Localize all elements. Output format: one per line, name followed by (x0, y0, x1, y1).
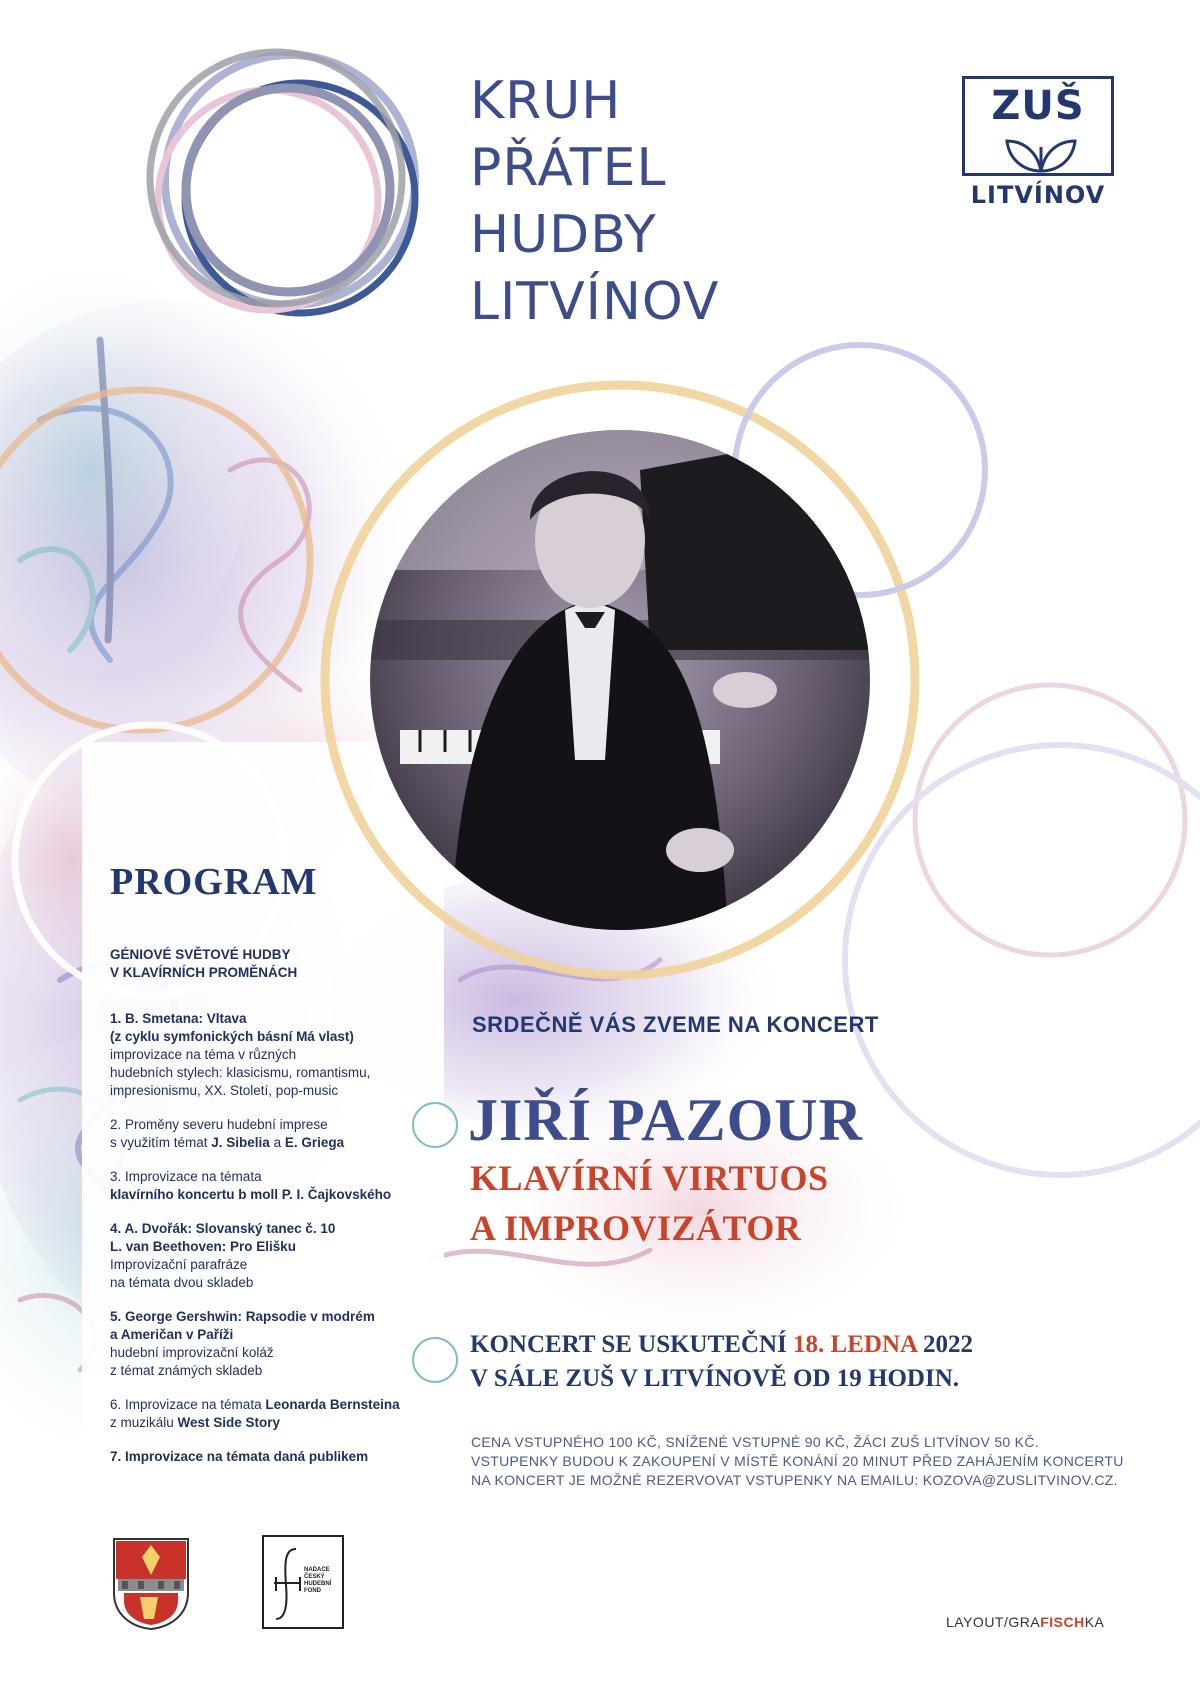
program-text: na témata dvou skladeb (110, 1275, 254, 1290)
program-bold-text: a Američan v Paříži (110, 1327, 234, 1342)
performer-subtitle (470, 1153, 829, 1253)
date-prefix: KONCERT SE USKUTEČNÍ (470, 1331, 794, 1358)
fund-name-line: ČESKÝ (304, 1574, 325, 1580)
program-text: z muzikálu (110, 1415, 178, 1430)
zus-logo-box (962, 76, 1114, 176)
fund-monogram-icon (270, 1545, 306, 1623)
ticket-info-line: CENA VSTUPNÉHO 100 KČ, SNÍŽENÉ VSTUPNÉ 90 KČ, ŽÁCI ZUŠ LITVÍNOV 50 KČ. (471, 1434, 1039, 1450)
program-bold-text: West Side Story (177, 1415, 281, 1430)
concert-when (470, 1328, 973, 1396)
program-item-line (110, 1082, 440, 1100)
litvinov-coat-of-arms (110, 1535, 192, 1636)
program-item-line (110, 1414, 440, 1432)
program-item-line (110, 1362, 440, 1380)
program-item (110, 1220, 440, 1292)
program-bold-text: klavírního koncertu b moll P. I. Čajkovského (110, 1187, 392, 1202)
program-item-line (110, 1238, 440, 1256)
program-bold-text: 7. Improvizace na témata daná publikem (110, 1449, 369, 1464)
title-line: HUDBY (470, 205, 657, 265)
program-bold-text: Leonarda Bernsteina (265, 1397, 400, 1412)
subtitle-line: KLAVÍRNÍ VIRTUOS (470, 1158, 829, 1198)
program-item-line (110, 1116, 440, 1134)
program-item (110, 1448, 440, 1466)
program-list (110, 1010, 440, 1466)
program-item-line (110, 1046, 440, 1064)
program-intro-line: V KLAVÍRNÍCH PROMĚNÁCH (110, 965, 298, 980)
program-item-line (110, 1308, 440, 1326)
date-line (470, 1328, 973, 1362)
coat-of-arms-icon (110, 1535, 192, 1631)
program-item-line (110, 1028, 440, 1046)
program-bold-text: 4. A. Dvořák: Slovanský tanec č. 10 (110, 1221, 336, 1236)
program-text: 3. Improvizace na témata (110, 1169, 262, 1184)
program-heading: PROGRAM (110, 861, 318, 903)
program-item-line (110, 1134, 440, 1152)
program-text: 6. Improvizace na témata (110, 1397, 266, 1412)
program-item (110, 1168, 440, 1204)
program-bold-text: (z cyklu symfonických básní Má vlast) (110, 1029, 354, 1044)
program-bold-text: L. van Beethoven: Pro Elišku (110, 1239, 297, 1254)
program-bold-text: 5. George Gershwin: Rapsodie v modrém (110, 1309, 375, 1324)
fund-name (304, 1567, 331, 1595)
program-text: impresionismu, XX. Století, pop-music (110, 1083, 339, 1098)
design-credit (946, 1614, 1104, 1630)
program-item-line (110, 1326, 440, 1344)
program-item-line (110, 1220, 440, 1238)
program-item (110, 1010, 440, 1100)
program-item-line (110, 1186, 440, 1204)
program-item-line (110, 1274, 440, 1292)
program-item-line (110, 1168, 440, 1186)
credit-accent: FISCH (1040, 1614, 1085, 1630)
venue-line: V SÁLE ZUŠ V LITVÍNOVĚ OD 19 HODIN. (470, 1365, 960, 1392)
fund-name-line: HUDEBNÍ (304, 1581, 332, 1587)
program-intro-line: GÉNIOVÉ SVĚTOVÉ HUDBY (110, 947, 291, 962)
zus-logo (962, 76, 1118, 209)
program-item-line (110, 1344, 440, 1362)
ticket-info-line: NA KONCERT JE MOŽNÉ REZERVOVAT VSTUPENKY NA EMAILU: KOZOVA@ZUSLITVINOV.CZ. (471, 1472, 1118, 1488)
program-bold-text: J. Sibelia (211, 1135, 270, 1150)
program-item-line (110, 1010, 440, 1028)
program-intro (110, 946, 440, 982)
title-line: KRUH (470, 71, 622, 131)
program-item-line (110, 1396, 440, 1414)
program-item-line (110, 1256, 440, 1274)
ticket-info-line: VSTUPENKY BUDOU K ZAKOUPENÍ V MÍSTĚ KONÁNÍ 20 MINUT PŘED ZAHÁJENÍM KONCERTU (471, 1453, 1124, 1469)
program-text: z témat známých skladeb (110, 1363, 263, 1378)
program-text: 2. Proměny severu hudební imprese (110, 1117, 328, 1132)
program-item (110, 1308, 440, 1380)
ticket-info (471, 1433, 1124, 1490)
program-bold-text: 1. B. Smetana: Vltava (110, 1011, 247, 1026)
program-item (110, 1396, 440, 1432)
program-item (110, 1116, 440, 1152)
program-text: s využitím témat (110, 1135, 212, 1150)
credit-part: LAYOUT/GRA (946, 1614, 1041, 1630)
fund-name-line: FOND (304, 1588, 321, 1594)
zus-logo-subtitle: LITVÍNOV (970, 181, 1106, 209)
program-bold-text: E. Griega (284, 1135, 345, 1150)
program-text: improvizace na téma v různých (110, 1047, 297, 1062)
title-line: LITVÍNOV (470, 272, 720, 332)
series-title (470, 68, 719, 336)
fund-name-line: NADACE (304, 1567, 330, 1573)
subtitle-line: A IMPROVIZÁTOR (470, 1208, 802, 1248)
program-text: hudební improvizační koláž (110, 1345, 274, 1360)
leaf-icon (1003, 133, 1079, 173)
program-text: hudebních stylech: klasicismu, romantismu, (110, 1065, 371, 1080)
program-section (110, 860, 440, 1482)
concert-date: 18. LEDNA (793, 1331, 917, 1358)
program-text: a (269, 1135, 285, 1150)
concert-year: 2022 (916, 1331, 973, 1358)
zus-logo-text: ZUŠ (991, 83, 1085, 129)
program-text: Improvizační parafráze (110, 1257, 248, 1272)
invitation-line: SRDEČNĚ VÁS ZVEME NA KONCERT (472, 1012, 879, 1037)
credit-part: KA (1084, 1614, 1105, 1630)
title-line: PŘÁTEL (470, 138, 667, 198)
hudebni-fond-logo (262, 1535, 344, 1629)
program-item-line (110, 1064, 440, 1082)
program-item-line (110, 1448, 440, 1466)
performer-name: JIŘÍ PAZOUR (468, 1087, 863, 1153)
